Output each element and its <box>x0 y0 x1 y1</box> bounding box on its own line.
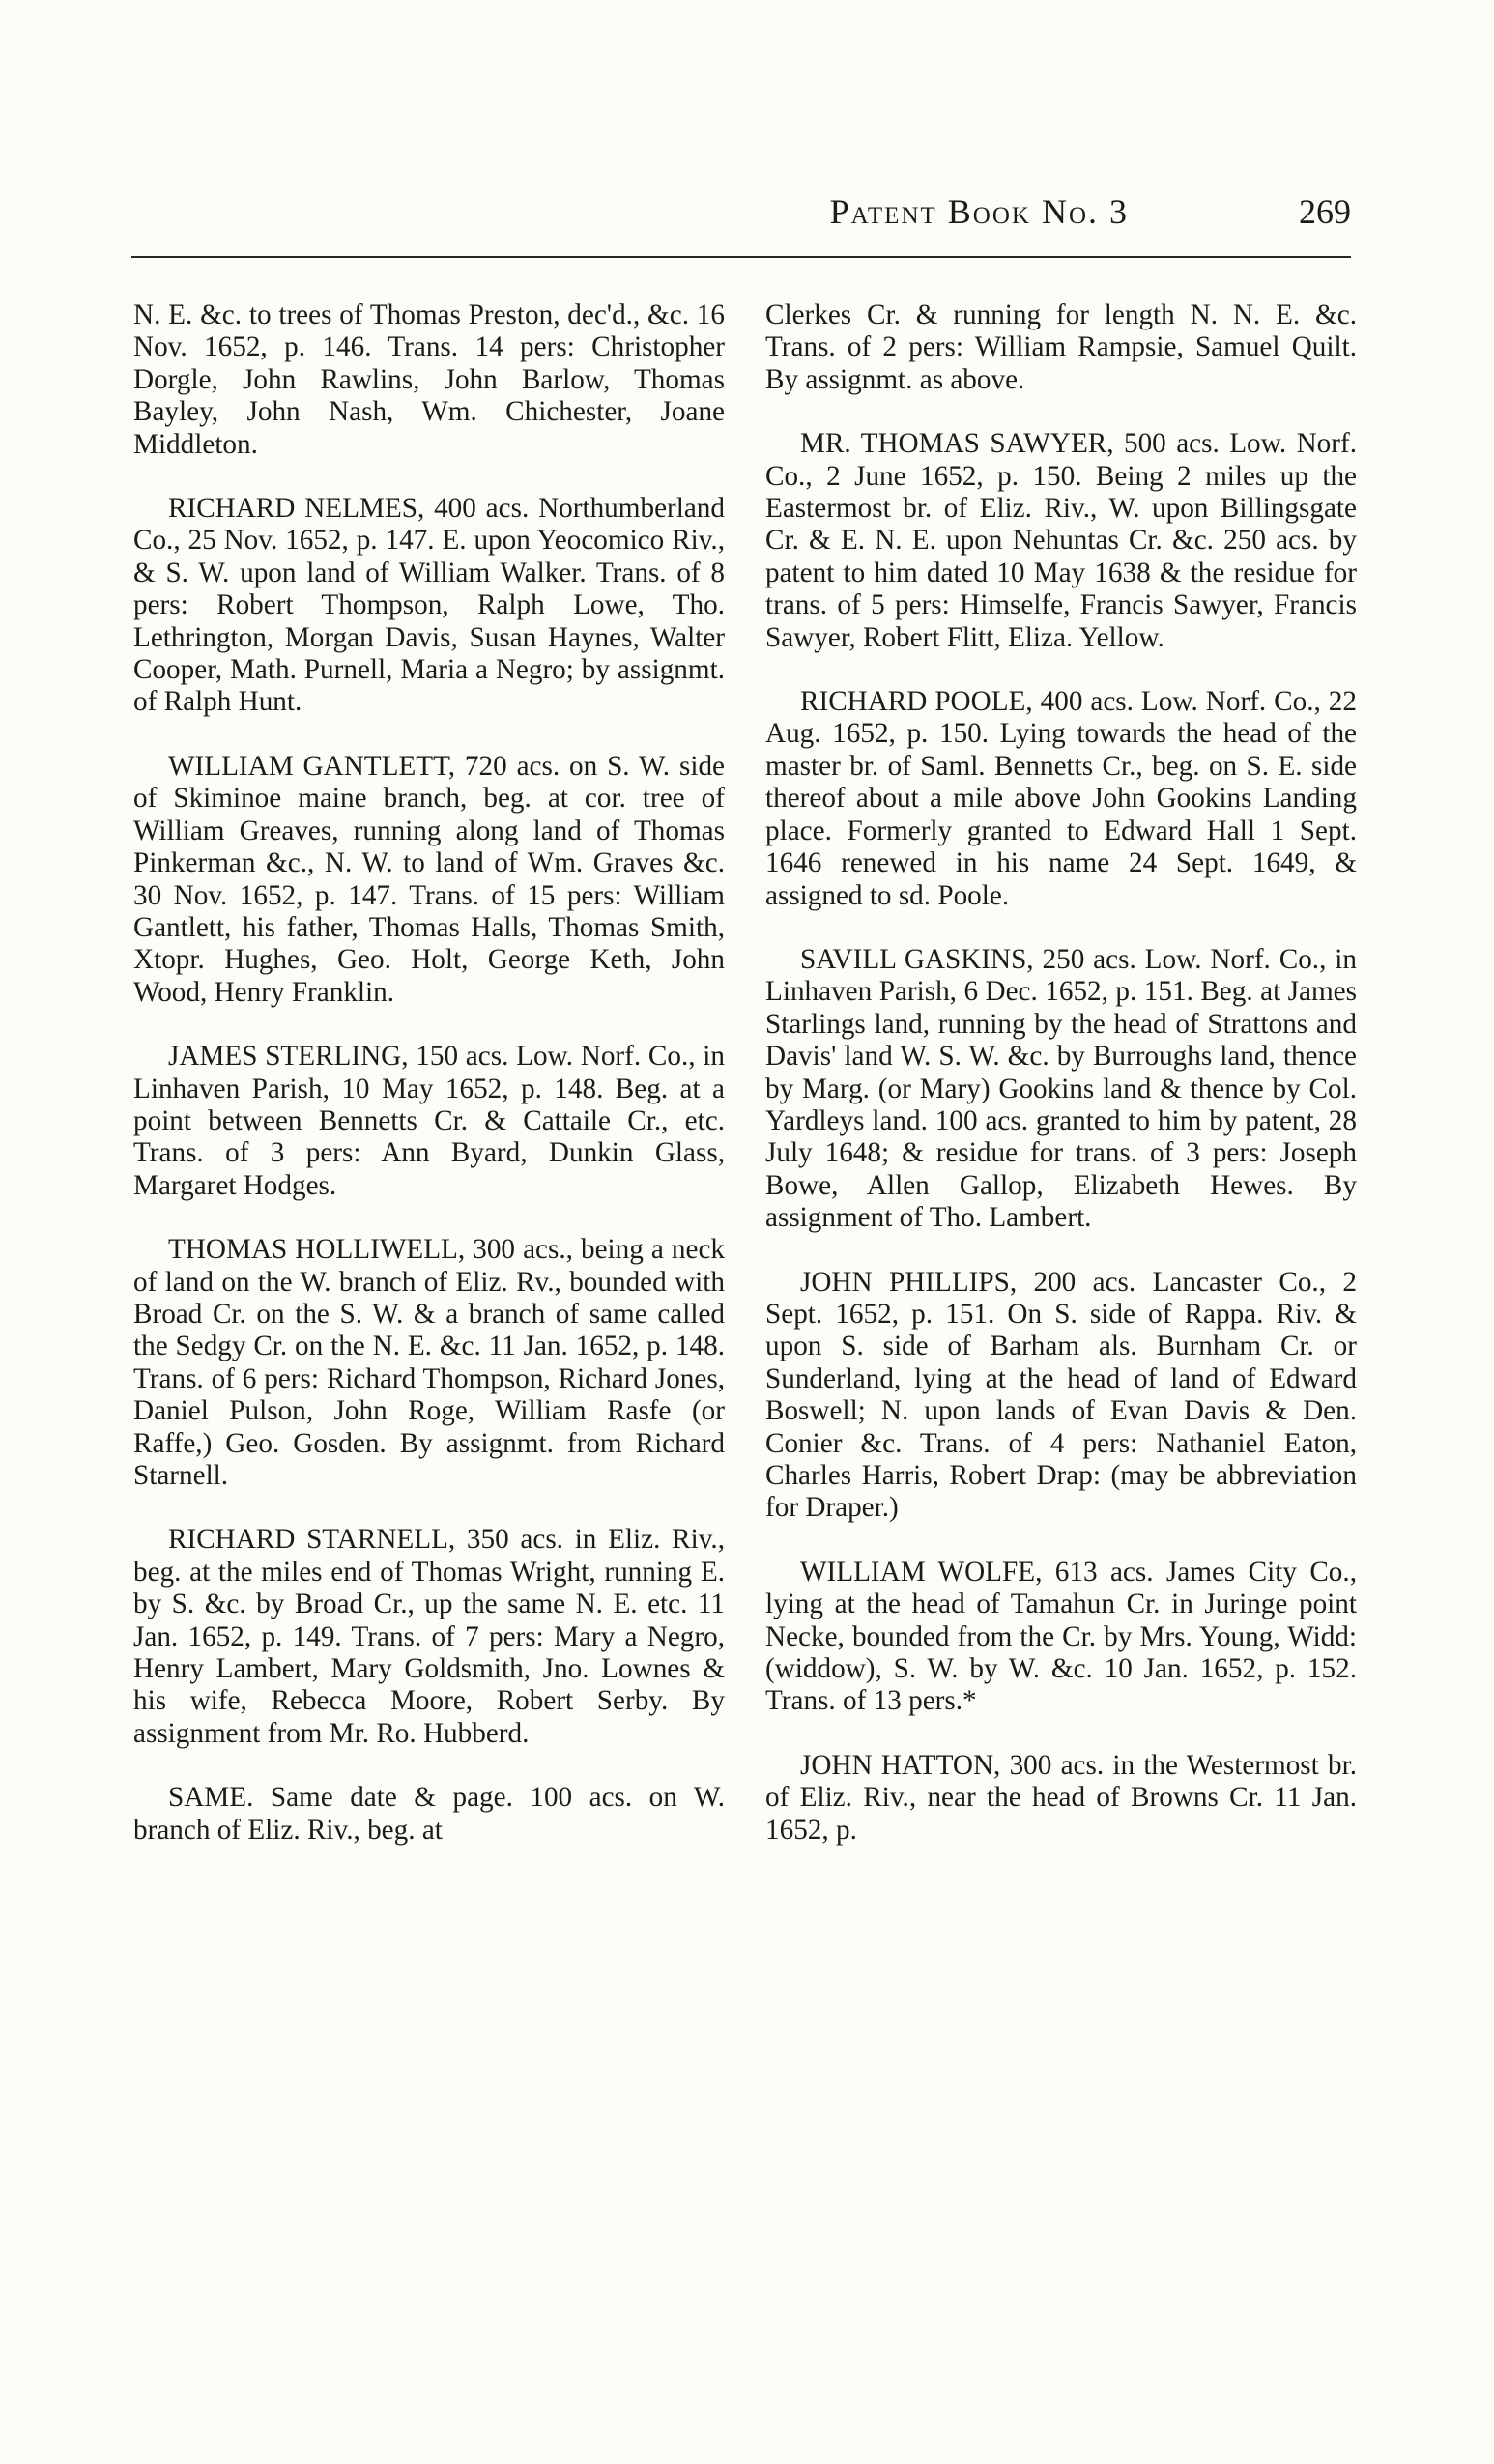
patent-entry: JOHN PHILLIPS, 200 acs. Lancaster Co., 2 Sept. 1652, p. 151. On S. side of Rappa. Riv. & upon S. side of Barham als. Burnham Cr. or Sunderland, lying at the head of land of Edward Boswell; N. upon lands of Evan Davis & Den. Conier &c. Trans. of 4 pers: Nathaniel Eaton, Charles Harris, Robert Drap: (may be abbreviation for Draper.) <box>765 1266 1357 1524</box>
patent-entry: N. E. &c. to trees of Thomas Preston, dec'd., &c. 16 Nov. 1652, p. 146. Trans. 14 pers: Christopher Dorgle, John Rawlins, John Barlow, Thomas Bayley, John Nash, Wm. Chichester, Joane Middleton. <box>133 300 725 460</box>
patent-entry: WILLIAM GANTLETT, 720 acs. on S. W. side of Skiminoe maine branch, beg. at cor. tree of William Greaves, running along land of Thomas Pinkerman &c., N. W. to land of Wm. Graves &c. 30 Nov. 1652, p. 147. Trans. of 15 pers: William Gantlett, his father, Thomas Halls, Thomas Smith, Xtopr. Hughes, Geo. Holt, George Keth, John Wood, Henry Franklin. <box>133 750 725 1008</box>
patent-entry: SAME. Same date & page. 100 acs. on W. branch of Eliz. Riv., beg. at <box>133 1782 725 1846</box>
running-title: Patent Book No. 3 <box>829 192 1129 231</box>
left-column <box>133 300 725 1878</box>
patent-entry: Clerkes Cr. & running for length N. N. E. &c. Trans. of 2 pers: William Rampsie, Samuel Quilt. By assignmt. as above. <box>765 300 1357 395</box>
patent-entry: JAMES STERLING, 150 acs. Low. Norf. Co., in Linhaven Parish, 10 May 1652, p. 148. Beg. at a point between Bennetts Cr. & Cattaile Cr., etc. Trans. of 3 pers: Ann Byard, Dunkin Glass, Margaret Hodges. <box>133 1041 725 1201</box>
patent-entry: THOMAS HOLLIWELL, 300 acs., being a neck of land on the W. branch of Eliz. Rv., bounded with Broad Cr. on the S. W. & a branch of same called the Sedgy Cr. on the N. E. &c. 11 Jan. 1652, p. 148. Trans. of 6 pers: Richard Thompson, Richard Jones, Daniel Pulson, John Roge, William Rasfe (or Raffe,) Geo. Gosden. By assignmt. from Richard Starnell. <box>133 1234 725 1491</box>
patent-entry: MR. THOMAS SAWYER, 500 acs. Low. Norf. Co., 2 June 1652, p. 150. Being 2 miles up the Eastermost br. of Eliz. Riv., W. upon Billingsgate Cr. & E. N. E. upon Nehuntas Cr. &c. 250 acs. by patent to him dated 10 May 1638 & the residue for trans. of 5 pers: Himselfe, Francis Sawyer, Francis Sawyer, Robert Flitt, Eliza. Yellow. <box>765 428 1357 653</box>
patent-entry: WILLIAM WOLFE, 613 acs. James City Co., lying at the head of Tamahun Cr. in Juringe point Necke, bounded from the Cr. by Mrs. Young, Widd: (widdow), S. W. by W. &c. 10 Jan. 1652, p. 152. Trans. of 13 pers.* <box>765 1556 1357 1717</box>
right-column <box>765 300 1357 1878</box>
patent-entry: SAVILL GASKINS, 250 acs. Low. Norf. Co., in Linhaven Parish, 6 Dec. 1652, p. 151. Beg. at James Starlings land, running by the head of Strattons and Davis' land W. S. W. &c. by Burroughs land, thence by Marg. (or Mary) Gookins land & thence by Col. Yardleys land. 100 acs. granted to him by patent, 28 July 1648; & residue for trans. of 3 pers: Joseph Bowe, Allen Gallop, Elizabeth Hewes. By assignment of Tho. Lambert. <box>765 943 1357 1234</box>
patent-entry: RICHARD NELMES, 400 acs. Northumberland Co., 25 Nov. 1652, p. 147. E. upon Yeocomico Riv., & S. W. upon land of William Walker. Trans. of 8 pers: Robert Thompson, Ralph Lowe, Tho. Lethrington, Morgan Davis, Susan Haynes, Walter Cooper, Math. Purnell, Maria a Negro; by assignmt. of Ralph Hunt. <box>133 493 725 718</box>
page-number: 269 <box>1299 192 1351 231</box>
patent-entry: JOHN HATTON, 300 acs. in the Westermost br. of Eliz. Riv., near the head of Browns Cr. 11 Jan. 1652, p. <box>765 1749 1357 1846</box>
patent-entry: RICHARD STARNELL, 350 acs. in Eliz. Riv., beg. at the miles end of Thomas Wright, running E. by S. &c. by Broad Cr., up the same N. E. etc. 11 Jan. 1652, p. 149. Trans. of 7 pers: Mary a Negro, Henry Lambert, Mary Goldsmith, Jno. Lownes & his wife, Rebecca Moore, Robert Serby. By assignment from Mr. Ro. Hubberd. <box>133 1524 725 1749</box>
patent-entry: RICHARD POOLE, 400 acs. Low. Norf. Co., 22 Aug. 1652, p. 150. Lying towards the head of the master br. of Saml. Bennetts Cr., beg. on S. E. side thereof about a mile above John Gookins Landing place. Formerly granted to Edward Hall 1 Sept. 1646 renewed in his name 24 Sept. 1649, & assigned to sd. Poole. <box>765 686 1357 911</box>
page-header <box>131 191 1351 249</box>
header-rule <box>131 256 1351 258</box>
